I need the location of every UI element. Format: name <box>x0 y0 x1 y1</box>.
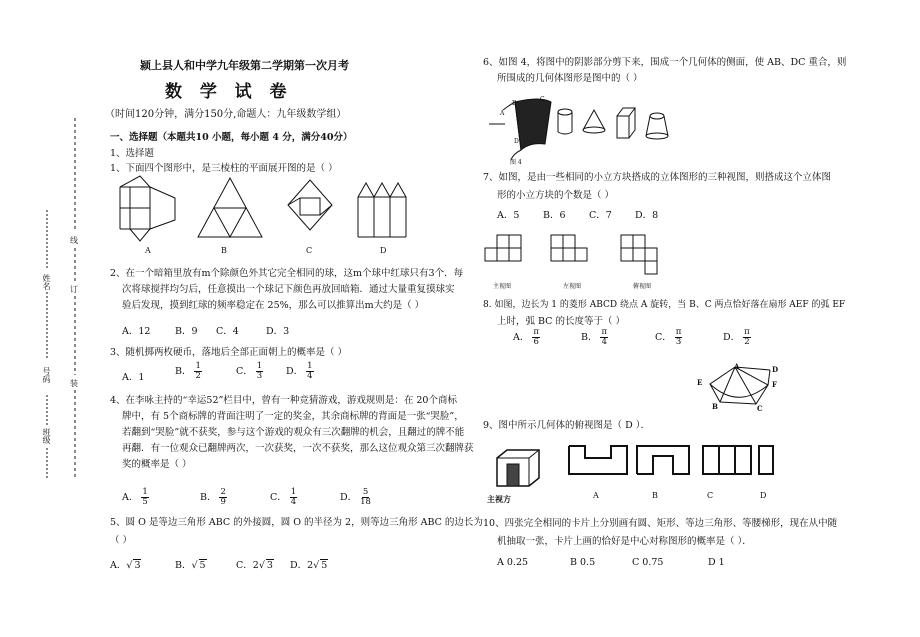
q8-figure <box>700 360 800 420</box>
q8-point-a: A <box>734 362 740 371</box>
q8-line1: 8. 如图，边长为 1 的菱形 ABCD 绕点 A 旋转，当 B、C 两点恰好落在扇形 AEF 的弧 EF <box>483 300 846 310</box>
frac-num: π <box>675 327 682 337</box>
q4-line2: 牌中，有 5个商标牌的背面注明了一定的奖金，其余商标牌的背面是一张“哭脸”， <box>122 411 464 422</box>
frac-den: 18 <box>360 497 371 507</box>
frac-den: 3 <box>675 337 682 347</box>
frac-den: 5 <box>142 497 148 507</box>
q7-view-left: 左视图 <box>563 283 582 290</box>
q1-label-a: A <box>145 246 151 255</box>
q3-text: 3、随机掷两枚硬币，落地后全部正面朝上的概率是（ ） <box>110 347 348 358</box>
q5-line2: （ ） <box>110 535 133 546</box>
q2-option-d: D．3 <box>266 326 290 337</box>
q7-line2: 形的小立方块的个数是（ ） <box>497 190 615 201</box>
q6-point-c: C <box>540 96 545 103</box>
q10-line1: 10、四张完全相同的卡片上分别画有圆、矩形、等边三角形、等腰梯形，现在从中随 <box>483 518 838 529</box>
frac-num: 2 <box>220 487 226 497</box>
q6-point-a: A <box>500 110 505 117</box>
q6-point-d: D <box>514 138 519 145</box>
q4-option-d-label: D． <box>340 492 358 503</box>
q9-label-b: B <box>652 491 658 500</box>
q5-option-a: A．√ 3 <box>110 560 141 571</box>
q8-option-d-label: D． <box>723 332 741 343</box>
frac-num: π <box>533 327 539 337</box>
frac-num: π <box>601 327 608 337</box>
q2-line3: 验后发现，摸到红球的频率稳定在 25%，那么可以推算出m大约是（ ） <box>122 300 425 311</box>
q4-line5: 奖的概率是（ ） <box>122 459 192 470</box>
q5-option-a-label: A． <box>110 560 127 571</box>
q8-point-b: B <box>712 402 718 411</box>
q4-option-b-label: B． <box>200 492 217 503</box>
frac-num: 1 <box>256 361 263 371</box>
frac-den: 4 <box>601 337 607 347</box>
q2-line2: 次将球搅拌均匀后，任意摸出一个球记下颜色再放回暗箱．通过大量重复摸球实 <box>122 284 455 295</box>
q5-option-c-label: C．2 <box>236 560 259 571</box>
q9-label-a: A <box>593 491 599 500</box>
q1-figures <box>110 175 490 255</box>
q7-view-top: 俯视图 <box>633 283 652 290</box>
q4-option-a-label: A． <box>122 492 139 503</box>
radicand: 5 <box>321 560 328 571</box>
exam-info: （时间120分钟，满分150分,命题人：九年级数学组） <box>105 109 347 120</box>
frac-num: 1 <box>307 361 313 371</box>
q8-option-a-label: A． <box>513 332 530 343</box>
q4-line1: 4、在李咏主持的“幸运52”栏目中，曾有一种竞猜游戏，游戏规则是：在 20个商标 <box>110 395 457 406</box>
q4-line3: 若翻到“哭脸”就不获奖，参与这个游戏的观众有三次翻牌的机会，且翻过的牌不能 <box>122 427 465 438</box>
q5-line1: 5、圆 O 是等边三角形 ABC 的外接圆，圆 O 的半径为 2，则等边三角形 ABC 的边长为 <box>110 517 483 528</box>
q10-option-a: A 0.25 <box>497 557 529 568</box>
q3-option-c <box>236 362 263 381</box>
q1-label-c: C <box>306 246 313 255</box>
page-title: 数 学 试 卷 <box>165 82 289 102</box>
q3-option-a: A．1 <box>122 372 145 383</box>
school-title: 颍上县人和中学九年级第二学期第一次月考 <box>140 59 349 72</box>
q7-view-front: 主视图 <box>493 283 512 290</box>
frac-den: 4 <box>307 371 313 381</box>
q8-point-c: C <box>757 404 763 413</box>
frac-num: 1 <box>142 487 148 497</box>
q8-point-d: D <box>772 365 779 374</box>
q9-text: 9、图中所示几何体的俯视图是（ D ）． <box>483 420 650 431</box>
q10-option-b: B 0.5 <box>570 557 596 568</box>
q3-option-c-label: C． <box>236 366 253 377</box>
frac-num: 5 <box>362 487 369 497</box>
q8-line2: 上时，弧 BC 的长度等于（ ） <box>497 316 625 327</box>
q3-option-d-label: D． <box>286 366 304 377</box>
q7-option-a: A．5 <box>497 210 520 221</box>
q6-line1: 6、如图 4，将图中的阴影部分剪下来，围成一个几何体的侧面，使 AB、DC 重合，则 <box>483 57 847 68</box>
q5-option-b: B．√ 5 <box>175 560 206 571</box>
q7-option-d: D．8 <box>635 210 659 221</box>
q10-line2: 机抽取一张，卡片上画的恰好是中心对称图形的概率是（ ）． <box>497 536 752 547</box>
q10-option-d: D 1 <box>708 557 725 568</box>
q9-figures <box>493 440 793 490</box>
q6-line2: 所围成的几何体图形是图中的（ ） <box>497 73 643 84</box>
binding-id: 号码 <box>42 367 51 383</box>
q9-main-view-label: 主视方 <box>487 494 511 504</box>
q5-option-d-label: D．2 <box>290 560 314 571</box>
frac-den: 2 <box>744 337 750 347</box>
q1-stem: 1、选择题 <box>110 148 155 159</box>
q10-option-c: C 0.75 <box>632 557 664 568</box>
q4-option-a <box>122 488 149 507</box>
q9-label-d: D <box>760 491 767 500</box>
q6-fig-label: 图 4 <box>510 159 522 166</box>
radicand: 3 <box>266 560 273 571</box>
q7-views <box>485 234 685 294</box>
q8-option-c <box>655 328 682 347</box>
q5-option-b-label: B． <box>175 560 192 571</box>
q2-line1: 2、在一个暗箱里放有m个除颜色外其它完全相同的球，这m个球中红球只有3个．每 <box>110 268 464 279</box>
q2-option-b: B．9 <box>175 326 198 337</box>
q3-option-b-label: B． <box>175 366 192 377</box>
q8-point-e: E <box>697 378 703 387</box>
frac-den: 2 <box>195 371 201 381</box>
q7-option-b: B．6 <box>543 210 566 221</box>
frac-den: 3 <box>256 371 263 381</box>
q7-line1: 7、如图，是由一些相同的小立方块搭成的立体图形的三种视图，则搭成这个立体图 <box>483 172 832 183</box>
radicand: 3 <box>134 560 141 571</box>
q1-label-d: D <box>380 246 387 255</box>
q8-option-c-label: C． <box>655 332 672 343</box>
q4-option-b <box>200 488 227 507</box>
q8-option-a <box>513 328 540 347</box>
q1-text: 1、下面四个图形中，是三棱柱的平面展开图的是（ ） <box>110 163 338 174</box>
binding-zhuang: 装 <box>70 379 78 388</box>
binding-class: 班级 <box>42 428 51 444</box>
binding-ding: 订 <box>70 285 78 294</box>
frac-num: 1 <box>195 361 201 371</box>
frac-den: 4 <box>290 497 297 507</box>
q4-option-c <box>270 488 297 507</box>
q8-option-d <box>723 328 751 347</box>
radicand: 5 <box>199 560 206 571</box>
frac-den: 6 <box>533 337 539 347</box>
q8-option-b-label: B． <box>581 332 598 343</box>
q4-line4: 再翻．有一位观众已翻牌两次，一次获奖，一次不获奖，那么这位观众第三次翻牌获 <box>122 443 474 454</box>
q8-point-f: F <box>772 380 777 389</box>
q2-option-a: A．12 <box>122 326 151 337</box>
q4-option-c-label: C． <box>270 492 287 503</box>
q6-point-b: B <box>512 100 517 107</box>
q8-option-b <box>581 328 608 347</box>
q3-option-d <box>286 362 314 381</box>
frac-den: 9 <box>220 497 226 507</box>
binding-name: 姓名 <box>42 274 51 290</box>
frac-num: 1 <box>290 487 297 497</box>
q1-label-b: B <box>221 246 227 255</box>
binding-xian: 线 <box>70 236 78 245</box>
frac-num: π <box>744 327 750 337</box>
q5-option-d: D．2√ 5 <box>290 560 328 571</box>
q9-label-c: C <box>707 491 714 500</box>
section-heading: 一、选择题（本题共10 小题，每小题 4 分，满分40分） <box>110 132 353 143</box>
q7-option-c: C．7 <box>589 210 612 221</box>
q4-option-d <box>340 488 371 507</box>
q2-option-c: C．4 <box>216 326 239 337</box>
q5-option-c: C．2√ 3 <box>236 560 273 571</box>
q3-option-b <box>175 362 202 381</box>
